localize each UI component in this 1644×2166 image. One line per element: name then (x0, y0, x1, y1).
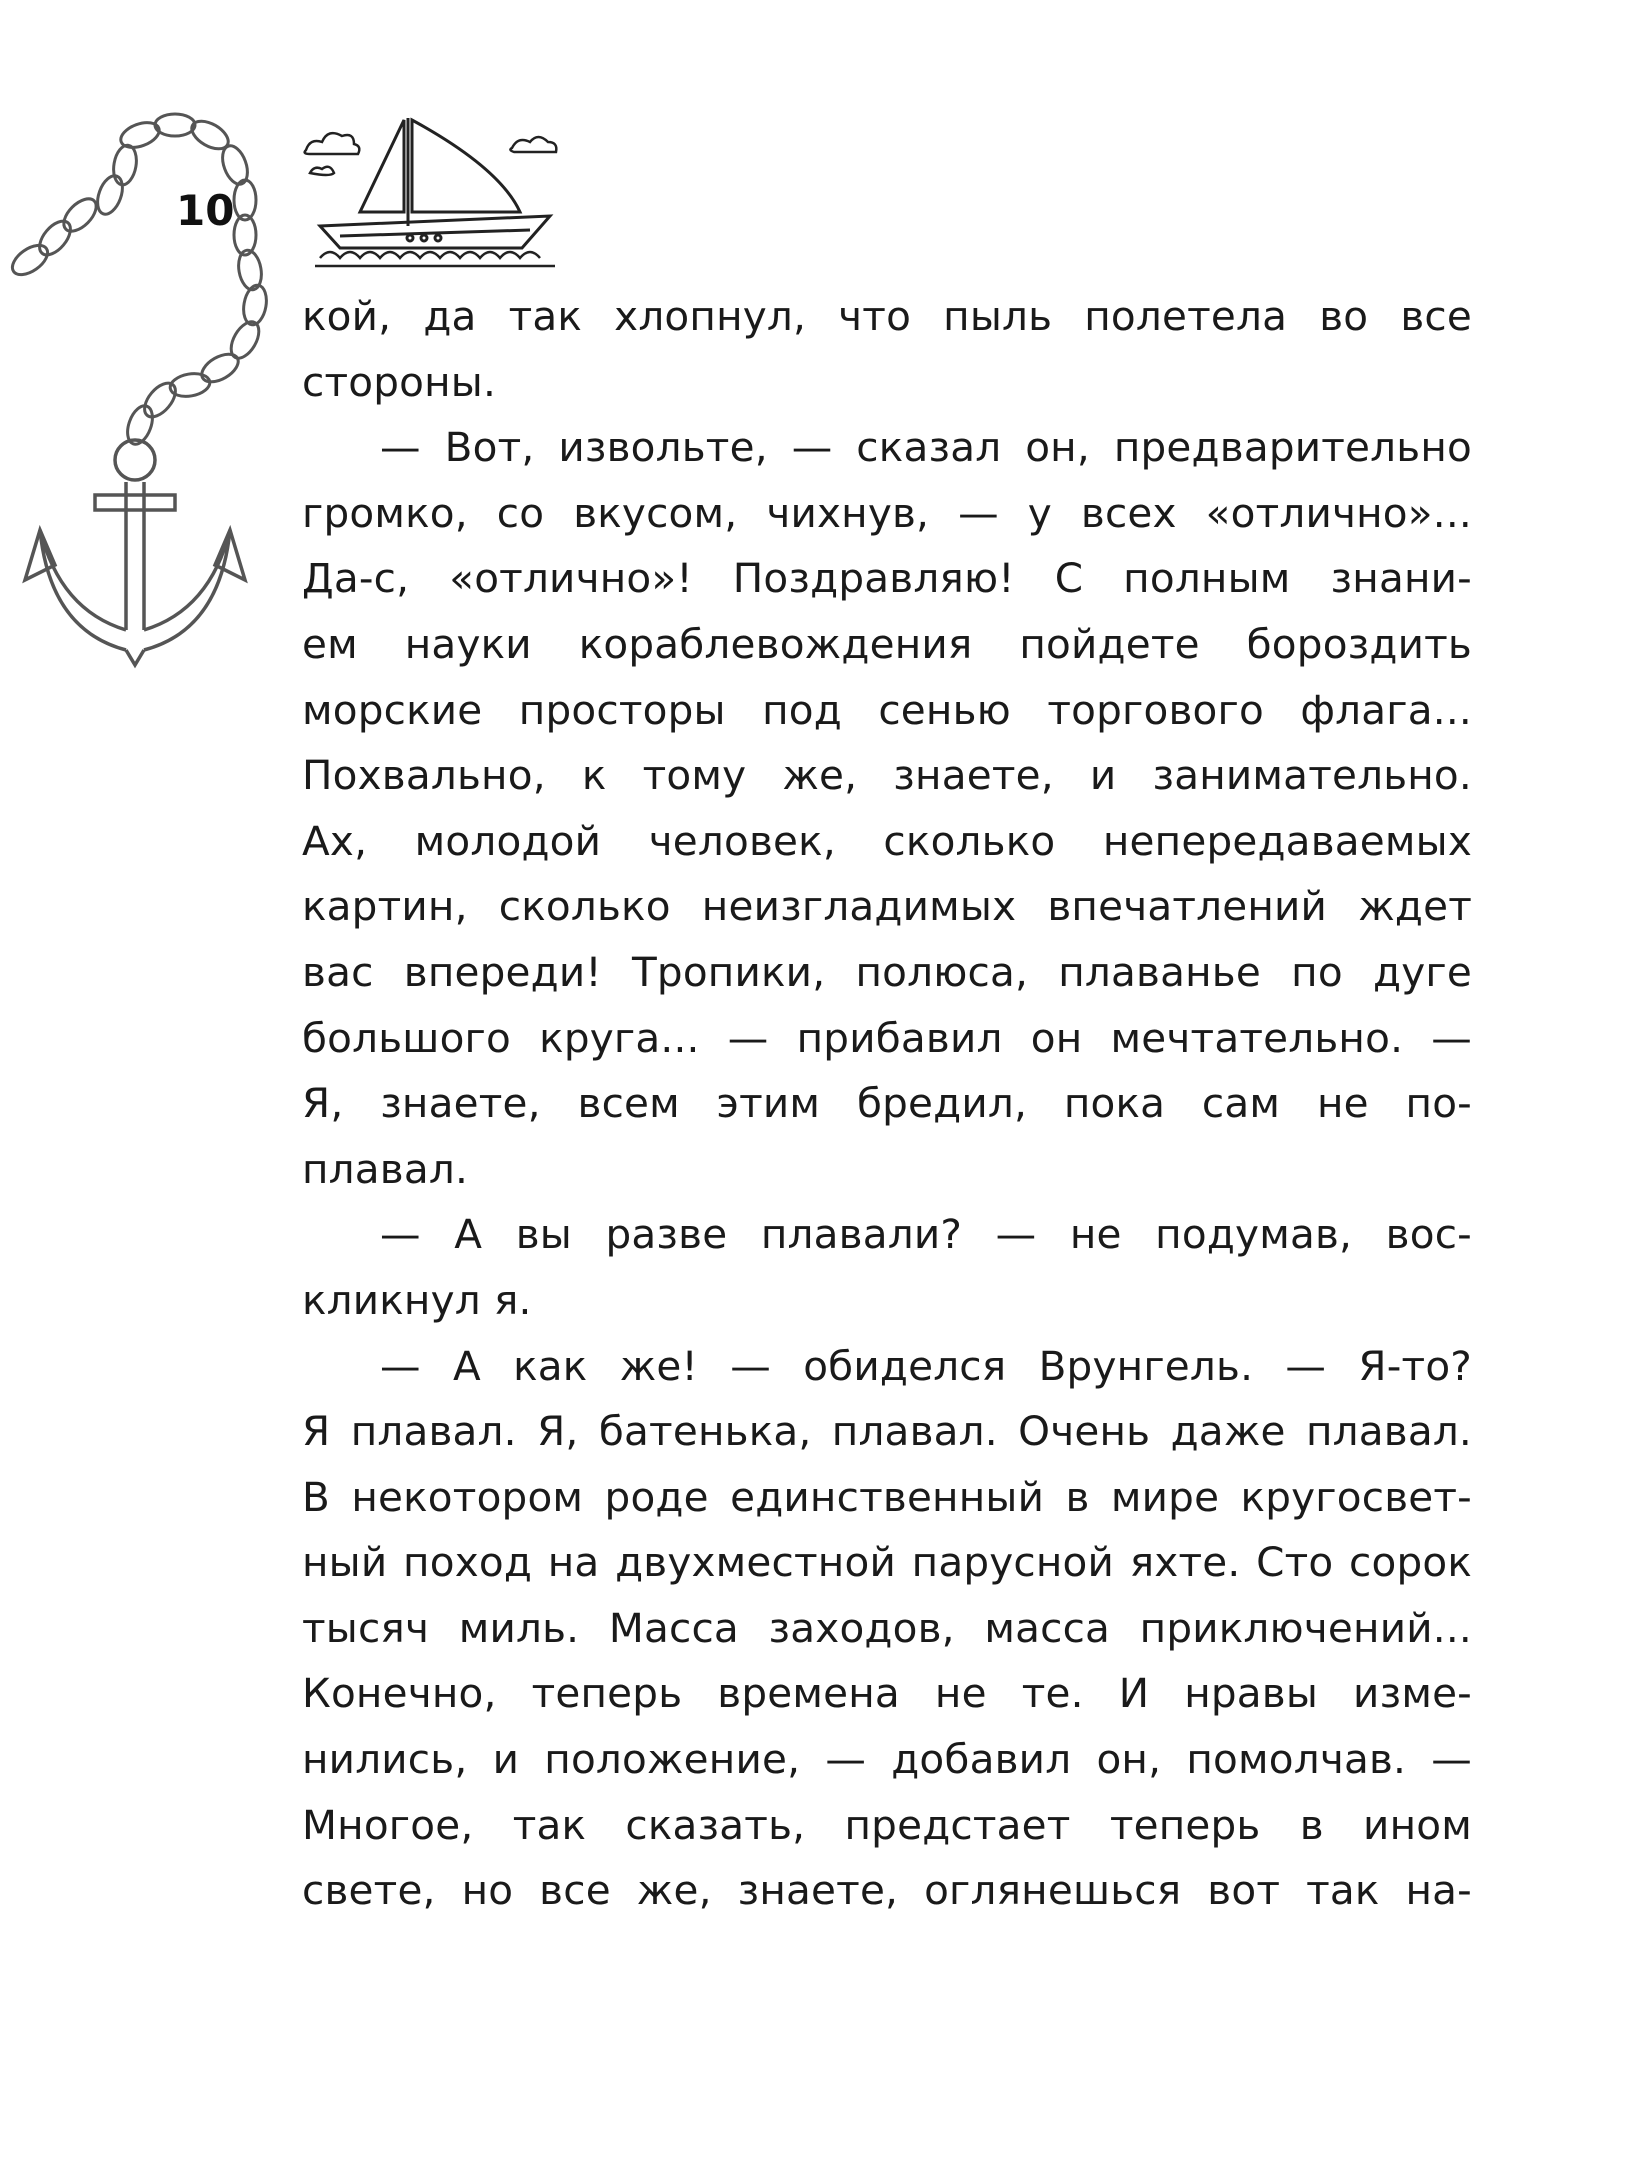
text-line: нились, и положение, — добавил он, помолчав. — (302, 1735, 1472, 1784)
sailboat-icon (320, 118, 550, 248)
ship-illustration (300, 108, 570, 268)
waves-icon (315, 252, 555, 266)
chain-anchor-illustration (0, 110, 300, 670)
anchor-icon (25, 440, 245, 665)
text-line: морские просторы под сенью торгового флага... (302, 685, 1472, 734)
body-text (302, 284, 1472, 1924)
text-line: большого круга... — прибавил он мечтательно. — (302, 1013, 1472, 1062)
text-line: Похвально, к тому же, знаете, и занимательно. (302, 751, 1472, 800)
text-line: — Вот, извольте, — сказал он, предварительно (380, 423, 1472, 472)
text-line: свете, но все же, знаете, оглянешься вот так на- (302, 1866, 1472, 1915)
text-line: кликнул я. (302, 1275, 532, 1324)
text-line: — А как же! — обиделся Врунгель. — Я-то? (380, 1341, 1472, 1390)
text-line: тысяч миль. Масса заходов, масса приключений... (302, 1603, 1472, 1652)
text-line: ный поход на двухместной парусной яхте. Сто сорок (302, 1538, 1472, 1587)
cloud-icon (305, 133, 557, 175)
text-line: — А вы разве плавали? — не подумав, вос- (380, 1210, 1472, 1259)
text-line: Конечно, теперь времена не те. И нравы изме- (302, 1669, 1472, 1718)
page-number: 10 (176, 186, 235, 235)
text-line: ем науки кораблевождения пойдете бороздить (302, 619, 1472, 668)
text-line: Да-с, «отлично»! Поздравляю! С полным знани- (302, 554, 1472, 603)
text-line: Я, знаете, всем этим бредил, пока сам не по- (302, 1079, 1472, 1128)
text-line: В некотором роде единственный в мире кругосвет- (302, 1472, 1472, 1521)
text-line: Многое, так сказать, предстает теперь в ином (302, 1800, 1472, 1849)
text-line: вас впереди! Тропики, полюса, плаванье по дуге (302, 947, 1472, 996)
text-line: плавал. (302, 1144, 469, 1193)
text-line: Ах, молодой человек, сколько непередаваемых (302, 816, 1472, 865)
text-line: картин, сколько неизгладимых впечатлений ждет (302, 882, 1472, 931)
chain-icon (7, 114, 269, 448)
text-line: Я плавал. Я, батенька, плавал. Очень даже плавал. (302, 1407, 1472, 1456)
text-line: кой, да так хлопнул, что пыль полетела во все (302, 292, 1472, 340)
text-line: стороны. (302, 357, 497, 406)
text-line: громко, со вкусом, чихнув, — у всех «отлично»... (302, 488, 1472, 537)
